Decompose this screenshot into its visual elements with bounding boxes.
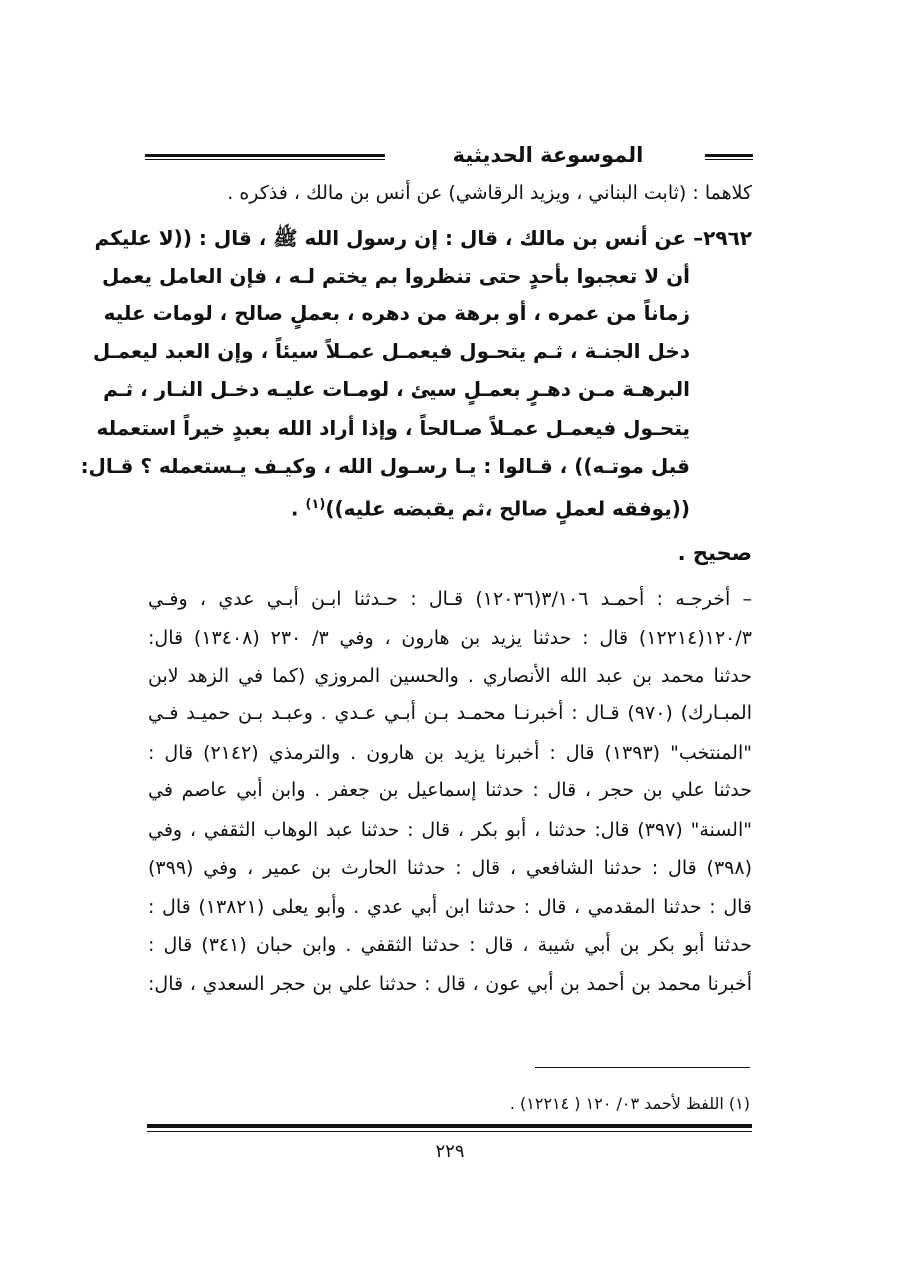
hadith-line: ٢٩٦٢– عن أنس بن مالك ، قال : إن رسول الله ﷺ ، قال : ((لا عليكم [94, 226, 752, 250]
header-title: الموسوعة الحديثية [452, 143, 644, 167]
takhrij-line: "المنتخب" (١٣٩٣) قال : أخبرنا يزيد بن هارون . والترمذي (٢١٤٢) قال : [148, 742, 752, 764]
takhrij-line: ١٢٠/٣(١٢٢١٤) قال : حدثنا يزيد بن هارون ، وفي ٣/ ٢٣٠ (١٣٤٠٨) قال: [148, 627, 752, 649]
hadith-line: دخل الجنـة ، ثـم يتحـول فيعمـل عمـلاً سيئاً ، وإن العبد ليعمـل [92, 339, 690, 363]
hadith-end: . [290, 496, 306, 521]
takhrij-line: حدثنا أبو بكر بن أبي شيبة ، قال : حدثنا الثقفي . وابن حبان (٣٤١) قال : [148, 934, 752, 956]
takhrij-line: أخبرنا محمد بن أحمد بن أبي عون ، قال : حدثنا علي بن حجر السعدي ، قال: [148, 973, 752, 995]
takhrij-line: (٣٩٨) قال : حدثنا الشافعي ، قال : حدثنا الحارث بن عمير ، وفي (٣٩٩) [148, 857, 752, 879]
page-number: ٢٢٩ [435, 1141, 465, 1162]
header-rule-right [705, 154, 753, 160]
takhrij-line: حدثنا محمد بن عبد الله الأنصاري . والحسين المروزي (كما في الزهد لابن [148, 665, 752, 687]
text-line: كلاهما : (ثابت البناني ، ويزيد الرقاشي) عن أنس بن مالك ، فذكره . [227, 182, 752, 204]
header-rule-left [145, 154, 385, 160]
takhrij-line: حدثنا علي بن حجر ، قال : حدثنا إسماعيل بن جعفر . وابن أبي عاصم في [148, 779, 752, 801]
footnote-separator [535, 1067, 750, 1068]
takhrij-line: المبـارك) (٩٧٠) قـال : أخبرنـا محمـد بـن أبـي عـدي . وعبـد بـن حميـد فـي [148, 702, 752, 724]
grading-label: صحيح . [677, 541, 752, 565]
hadith-line: البرهـة مـن دهـرٍ بعمـلٍ سيئ ، لومـات عليـه دخـل النـار ، ثـم [103, 377, 690, 401]
footnote: (١) اللفظ لأحمد ٠٣/ ١٢٠ ( ١٢٢١٤) . [509, 1094, 750, 1113]
hadith-line: قبل موتـه)) ، قـالوا : يـا رسـول الله ، وكيـف يـستعمله ؟ قـال: [80, 454, 690, 478]
hadith-line-last [148, 490, 690, 524]
hadith-text: ((يوفقه لعملٍ صالح ،ثم يقبضه عليه)) [325, 496, 690, 521]
hadith-line: أن لا تعجبوا بأحدٍ حتى تنظروا بم يختم لـه ، فإن العامل يعمل [102, 264, 690, 288]
footnote-ref: (١) [305, 497, 326, 512]
hadith-line: يتحـول فيعمـل عمـلاً صـالحاً ، وإذا أراد الله بعبدٍ خيراً استعمله [96, 416, 690, 440]
takhrij-line: – أخرجـه : أحمـد ٣/١٠٦(١٢٠٣٦) قـال : حـدثنا ابـن أبـي عدي ، وفـي [148, 588, 752, 610]
takhrij-line: "السنة" (٣٩٧) قال: حدثنا ، أبو بكر ، قال : حدثنا عبد الوهاب الثقفي ، وفي [148, 819, 752, 841]
running-header [145, 138, 753, 172]
footer-rule [147, 1124, 752, 1132]
hadith-line: زماناً من عمره ، أو برهة من دهره ، بعملٍ صالح ، لومات عليه [103, 301, 690, 325]
takhrij-line: قال : حدثنا المقدمي ، قال : حدثنا ابن أبي عدي . وأبو يعلى (١٣٨٢١) قال : [148, 896, 752, 918]
